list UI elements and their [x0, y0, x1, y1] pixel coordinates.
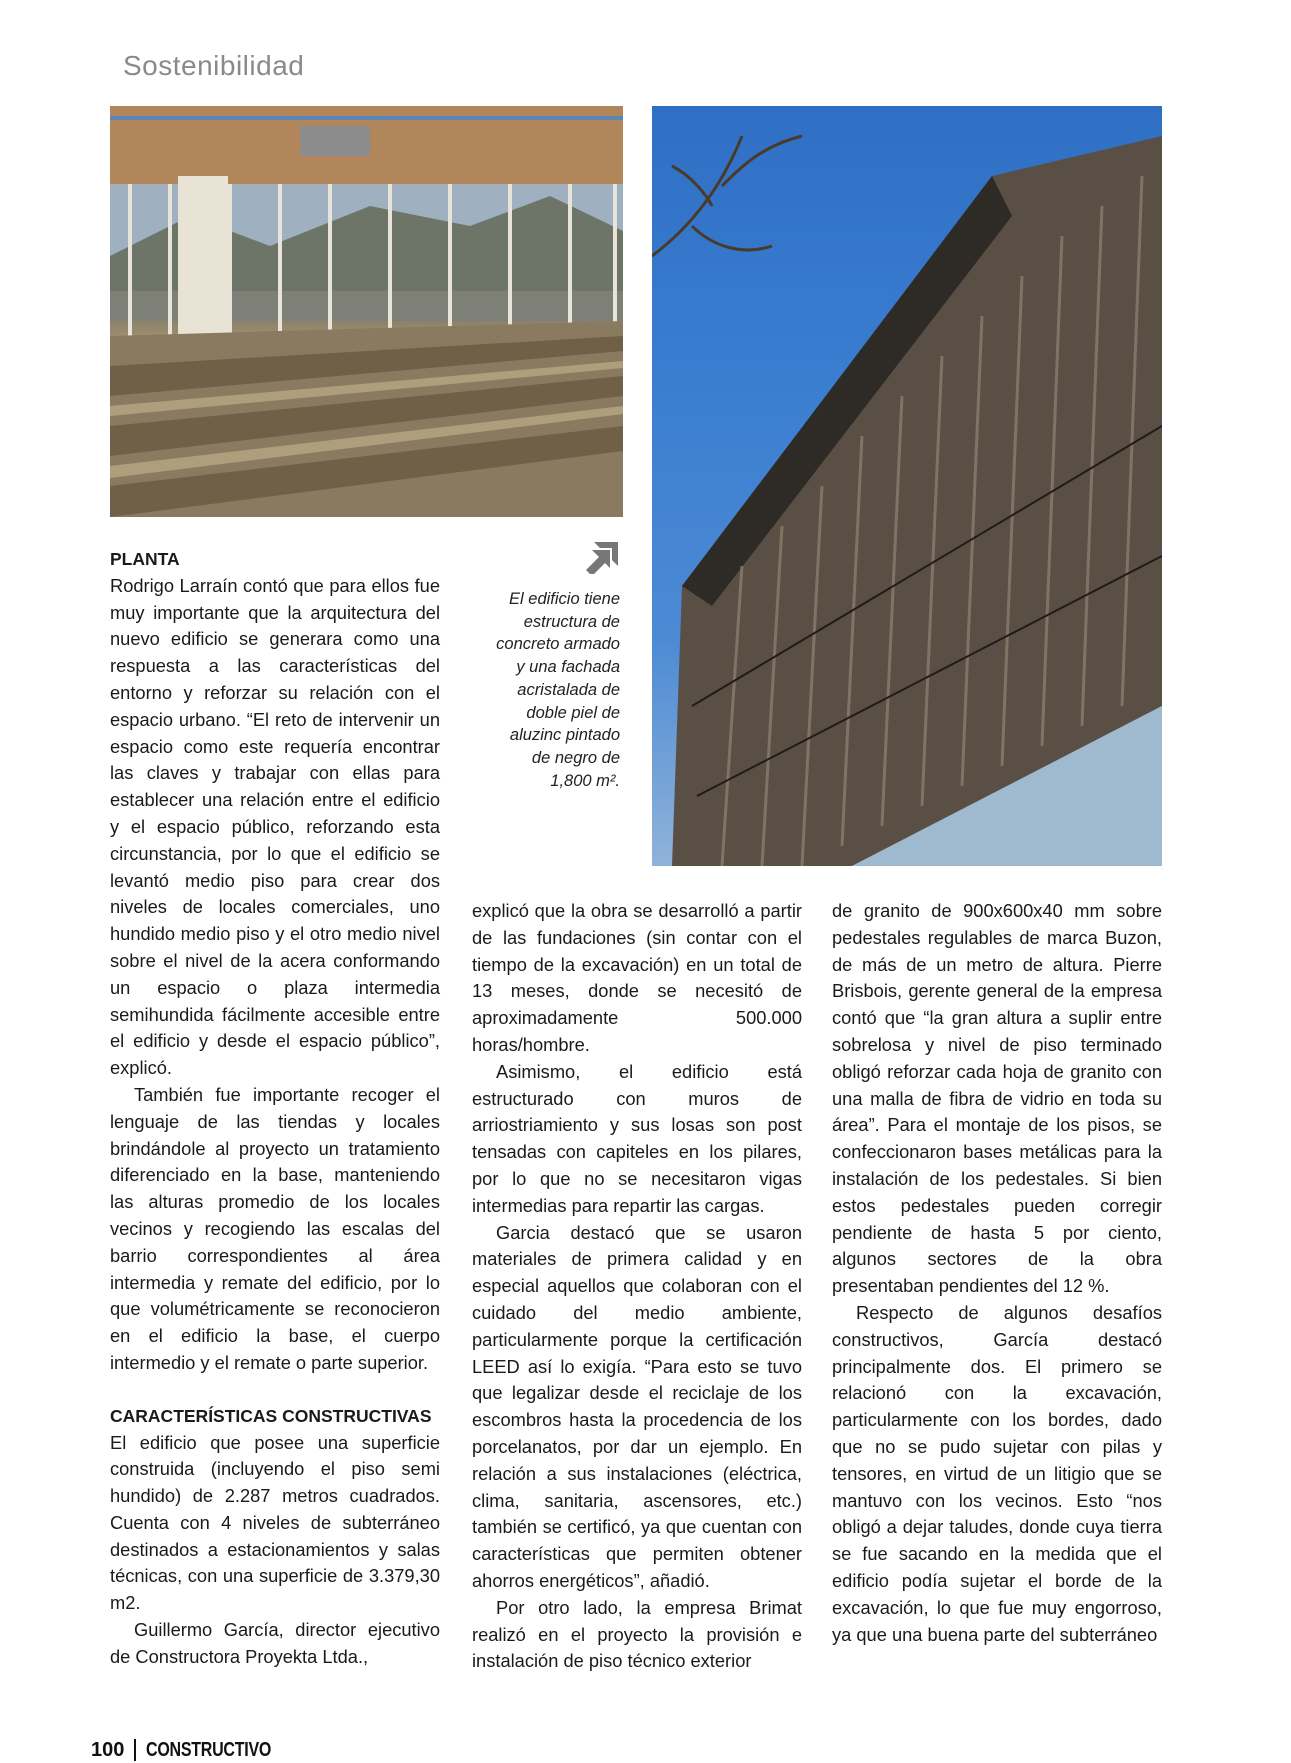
section-title: Sostenibilidad [123, 50, 305, 81]
facade-photo [652, 106, 1162, 866]
paragraph: Respecto de algunos desafíos constructivos, García destacó principalmente dos. El primero se relacionó con la excavación, particularmente con los bordes, dado que no se pudo sujetar con pilas y tensores, en virtud de un litigio que se mantuvo con los vecinos. Esto “nos obligó a dejar taludes, donde cuya tierra se fue sacando en la medida que el edificio podía sujetar el borde de la excavación, lo que fue muy engorroso, ya que una buena parte del subterráneo [832, 1301, 1162, 1645]
paragraph: Asimismo, el edificio está estructurado con muros de arriostriamiento y sus losas son post tensadas con capiteles en los pilares, por lo que no se necesitaron vigas intermedias para repartir las cargas. [472, 1060, 802, 1216]
paragraph: de granito de 900x600x40 mm sobre pedestales regulables de marca Buzon, de más de un metro de altura. Pierre Brisbois, gerente general de la empresa contó que “la gran altura a suplir entre sobrelosa y nivel de piso terminado obligó reforzar cada hoja de granito con una malla de fibra de vidrio en toda su área”. Para el montaje de los pisos, se confeccionaron bases metálicas para la instalación de los pedestales. Si bien estos pedestales pueden corregir pendiente de hasta 5 por ciento, algunos sectores de la obra presentaban pendientes del 12 %. [832, 900, 1162, 1297]
page-number: 100 [91, 1738, 125, 1761]
magazine-name: CONSTRUCTIVO [145, 1738, 271, 1761]
paragraph: El edificio que posee una superficie construida (incluyendo el piso semi hundido) de 2.287 metros cuadrados. Cuenta con 4 niveles de subterráneo destinados a estacionamientos y salas técnicas, con una superficie de 3.379,30 m2. [110, 1431, 440, 1614]
paragraph: explicó que la obra se desarrolló a partir de las fundaciones (sin contar con el tiempo de la excavación) en un total de 13 meses, donde se necesitó de aproximadamente 500.000 horas/hombre. [472, 900, 802, 1055]
footer-divider [134, 1739, 136, 1761]
arrow-icon [586, 540, 620, 574]
paragraph: También fue importante recoger el lenguaje de las tiendas y locales brindándole al proyecto un tratamiento diferenciado en la base, manteniendo las alturas promedio de los locales vecinos y recogiendo las escalas del barrio correspondientes al área intermedia y remate del edificio, por lo que volumétricamente se reconocieron en el edificio la base, el cuerpo intermedio y el remate o parte superior. [110, 1083, 440, 1373]
paragraph: Rodrigo Larraín contó que para ellos fue muy importante que la arquitectura del nuevo edificio se generara como una respuesta a las características del entorno y reforzar su relación con el espacio urbano. “El reto de intervenir un espacio como este requería encontrar las claves y trabajar con ellas para establecer una relación entre el edificio y el espacio público, reforzando esta circunstancia, por lo que el edificio se levantó medio piso para crear dos niveles de locales comerciales, uno hundido medio piso y el otro medio nivel sobre el nivel de la acera conformando un espacio o plaza intermedia semihundida fácilmente accesible entre el edificio y desde el espacio público”, explicó. [110, 574, 440, 1079]
article-column-3 [832, 898, 1162, 1648]
article-column-2 [472, 898, 802, 1675]
page-footer [91, 1738, 302, 1762]
paragraph: Garcia destacó que se usaron materiales de primera calidad y en especial aquellos que colaboran con el cuidado del medio ambiente, particularmente porque la certificación LEED así lo exigía. “Para esto se tuvo que legalizar desde el reciclaje de los escombros hasta la procedencia de los porcelanatos, por dar un ejemplo. En relación a sus instalaciones (eléctrica, clima, sanitaria, ascensores, etc.) también se certificó, ya que cuentan con características que permiten obtener ahorros energéticos”, añadió. [472, 1221, 802, 1591]
article-column-1 [110, 546, 440, 1671]
planta-heading: PLANTA [110, 549, 180, 569]
interior-photo [110, 106, 623, 517]
photo-caption: El edificio tiene estructura de concreto armado y una fachada acristalada de doble piel de aluzinc pintado de negro de 1,800 m². [496, 590, 620, 790]
paragraph: Guillermo García, director ejecutivo de Constructora Proyekta Ltda., [110, 1619, 440, 1667]
paragraph: Por otro lado, la empresa Brimat realizó en el proyecto la provisión e instalación de piso técnico exterior [472, 1596, 802, 1672]
constructivas-heading: CARACTERÍSTICAS CONSTRUCTIVAS [110, 1405, 432, 1426]
